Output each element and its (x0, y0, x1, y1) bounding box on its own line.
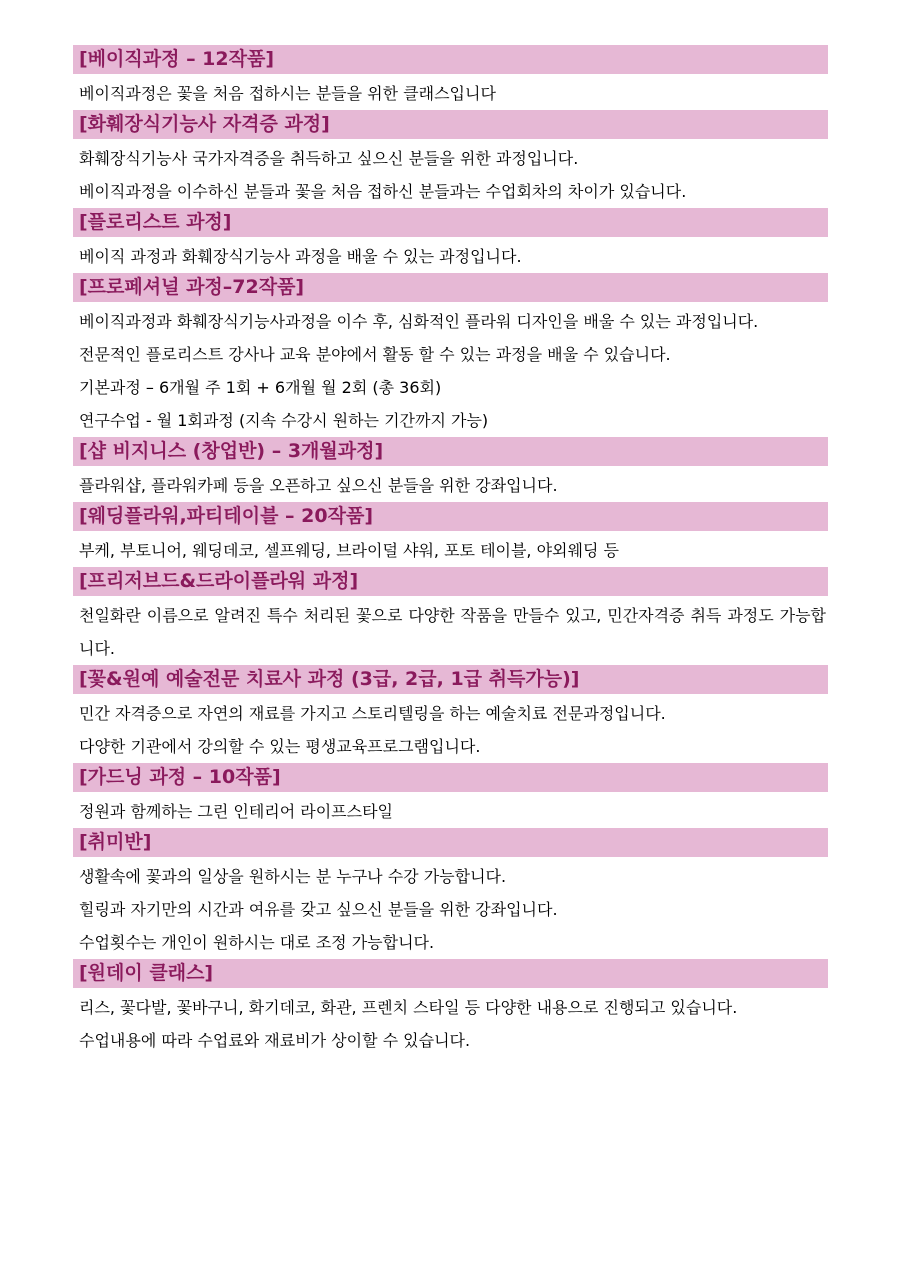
section-text: 수업횟수는 개인이 원하시는 대로 조정 가능합니다. (79, 933, 435, 952)
section-wedding (73, 502, 828, 567)
section-title: [화훼장식기능사 자격증 과정] (73, 110, 828, 139)
section-professional (73, 273, 828, 437)
section-text: 정원과 함께하는 그린 인테리어 라이프스타일 (79, 802, 394, 821)
section-title: [취미반] (73, 828, 828, 857)
section-text: 베이직과정과 화훼장식기능사과정을 이수 후, 심화적인 플라워 디자인을 배울 수 있는 과정입니다. (79, 312, 759, 331)
section-florist (73, 208, 828, 273)
section-text: 생활속에 꽃과의 일상을 원하시는 분 누구나 수강 가능합니다. (79, 867, 507, 886)
section-text: 다양한 기관에서 강의할 수 있는 평생교육프로그램입니다. (79, 737, 481, 756)
section-text: 베이직과정을 이수하신 분들과 꽃을 처음 접하신 분들과는 수업회차의 차이가 있습니다. (79, 182, 687, 201)
section-text: 천일화란 이름으로 알려진 특수 처리된 꽃으로 다양한 작품을 만들수 있고, 민간자격증 취득 과정도 가능합니다. (79, 606, 826, 658)
section-basic (73, 45, 828, 110)
section-shop-business (73, 437, 828, 502)
section-gardening (73, 763, 828, 828)
section-title: [프로페셔널 과정–72작품] (73, 273, 828, 302)
section-title: [꽃&원예 예술전문 치료사 과정 (3급, 2급, 1급 취득가능)] (73, 665, 828, 694)
section-text: 베이직 과정과 화훼장식기능사 과정을 배울 수 있는 과정입니다. (79, 247, 522, 266)
section-title: [플로리스트 과정] (73, 208, 828, 237)
section-title: [가드닝 과정 – 10작품] (73, 763, 828, 792)
section-hobby (73, 828, 828, 959)
section-floral-license (73, 110, 828, 208)
section-title: [웨딩플라워,파티테이블 – 20작품] (73, 502, 828, 531)
section-text: 부케, 부토니어, 웨딩데코, 셀프웨딩, 브라이덜 샤워, 포토 테이블, 야외웨딩 등 (79, 541, 619, 560)
section-text: 연구수업 - 월 1회과정 (지속 수강시 원하는 기간까지 가능) (79, 411, 489, 430)
section-title: [샵 비지니스 (창업반) – 3개월과정] (73, 437, 828, 466)
section-text: 수업내용에 따라 수업료와 재료비가 상이할 수 있습니다. (79, 1031, 471, 1050)
section-title: [원데이 클래스] (73, 959, 828, 988)
section-text: 힐링과 자기만의 시간과 여유를 갖고 싶으신 분들을 위한 강좌입니다. (79, 900, 558, 919)
section-text: 플라워샵, 플라워카페 등을 오픈하고 싶으신 분들을 위한 강좌입니다. (79, 476, 558, 495)
section-art-therapy (73, 665, 828, 763)
section-text: 화훼장식기능사 국가자격증을 취득하고 싶으신 분들을 위한 과정입니다. (79, 149, 579, 168)
section-text: 기본과정 – 6개월 주 1회 + 6개월 월 2회 (총 36회) (79, 378, 442, 397)
section-oneday-class (73, 959, 828, 1057)
section-text: 전문적인 플로리스트 강사나 교육 분야에서 활동 할 수 있는 과정을 배울 수 있습니다. (79, 345, 671, 364)
section-text: 리스, 꽃다발, 꽃바구니, 화기데코, 화관, 프렌치 스타일 등 다양한 내용으로 진행되고 있습니다. (79, 998, 738, 1017)
section-preserved (73, 567, 828, 665)
section-title: [베이직과정 – 12작품] (73, 45, 828, 74)
section-title: [프리저브드&드라이플라워 과정] (73, 567, 828, 596)
document-page (73, 45, 828, 1057)
section-text: 민간 자격증으로 자연의 재료를 가지고 스토리텔링을 하는 예술치료 전문과정입니다. (79, 704, 666, 723)
section-text: 베이직과정은 꽃을 처음 접하시는 분들을 위한 클래스입니다 (79, 84, 496, 103)
